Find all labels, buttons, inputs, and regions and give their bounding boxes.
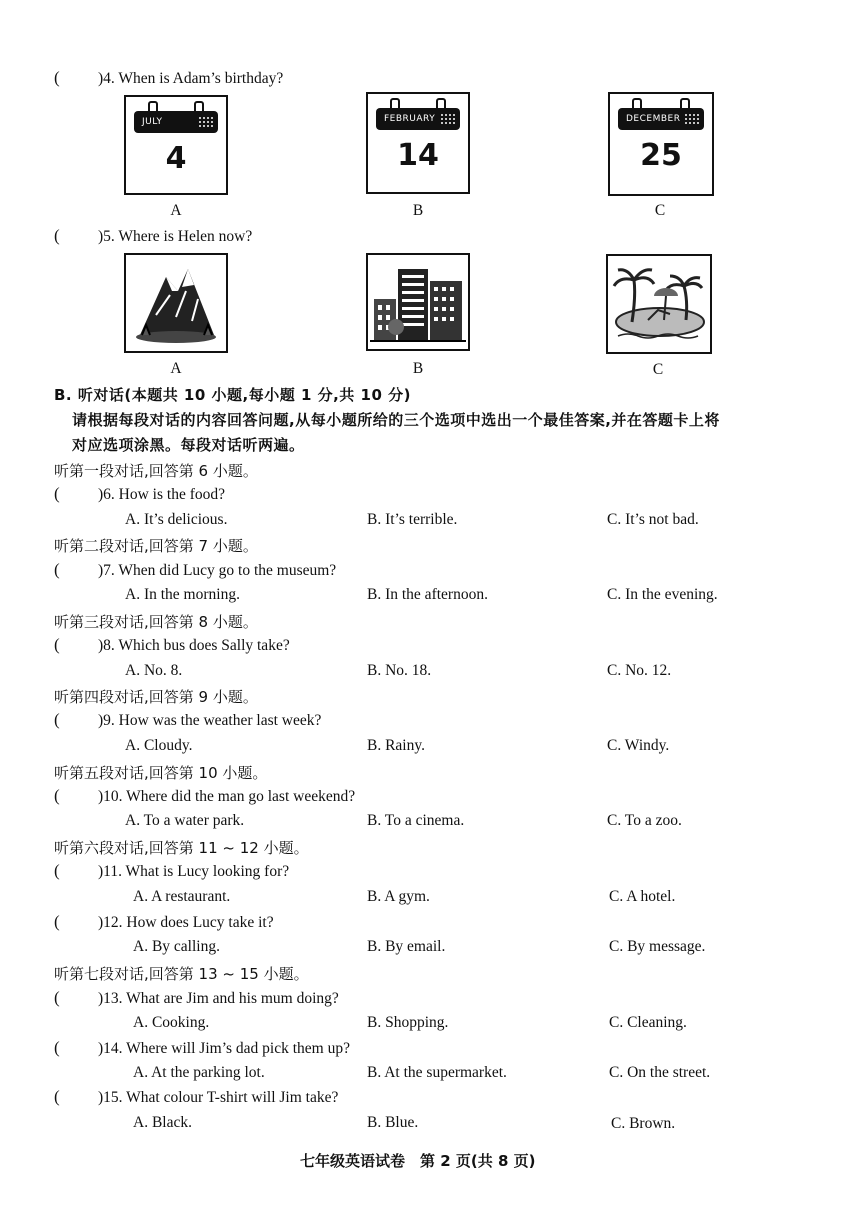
option-a: A. Black. [133,1114,192,1131]
option-c: C. In the evening. [607,586,718,603]
option-c: C. On the street. [609,1064,711,1081]
answer-paren: ( [54,786,60,805]
option-b: B. Shopping. [367,1014,449,1031]
question-text: )13. What are Jim and his mum doing? [98,990,339,1007]
option-c: C. A hotel. [609,888,676,905]
question-text: )6. How is the food? [98,486,225,503]
option-b: B. No. 18. [367,662,432,679]
option-a: A. Cooking. [133,1014,210,1031]
place-option-c [606,254,712,354]
option-c: C. Windy. [607,737,670,754]
option-b: B. By email. [367,938,446,955]
answer-paren: ( [54,226,60,245]
answer-paren: ( [54,484,60,503]
dialogue-header: 听第五段对话,回答第 10 小题。 [54,764,268,782]
option-a: A. It’s delicious. [125,511,228,528]
dialogue-header: 听第四段对话,回答第 9 小题。 [54,688,258,706]
question-text: )15. What colour T-shirt will Jim take? [98,1089,339,1106]
option-b: B. Blue. [367,1114,419,1131]
option-b: B. In the afternoon. [367,586,488,603]
question-4: )4. When is Adam’s birthday? [98,70,284,87]
dialogue-header: 听第三段对话,回答第 8 小题。 [54,613,258,631]
answer-paren: ( [54,635,60,654]
place-option-a [124,253,228,353]
dialogue-header: 听第二段对话,回答第 7 小题。 [54,537,258,555]
calendar-day: 25 [640,138,682,173]
option-b: B. At the supermarket. [367,1064,507,1081]
dialogue-header: 听第六段对话,回答第 11 ~ 12 小题。 [54,839,309,857]
question-text: )8. Which bus does Sally take? [98,637,290,654]
section-b-instruction: 请根据每段对话的内容回答问题,从每小题所给的三个选项中选出一个最佳答案,并在答题卡上将 [72,411,720,429]
calendar-grid-icon [198,116,214,128]
city-buildings-icon [368,255,468,349]
option-letter: A [170,202,182,219]
option-b: B. Rainy. [367,737,425,754]
option-a: A. In the morning. [125,586,240,603]
answer-paren: ( [54,68,60,87]
option-b: B. To a cinema. [367,812,465,829]
question-text: )7. When did Lucy go to the museum? [98,562,337,579]
calendar-month: FEBRUARY [376,108,460,130]
option-letter: B [412,202,424,219]
option-letter: A [170,360,182,377]
option-c: C. Cleaning. [609,1014,687,1031]
option-c: C. By message. [609,938,706,955]
option-a: A. Cloudy. [125,737,193,754]
answer-paren: ( [54,1038,60,1057]
calendar-grid-icon [684,113,700,125]
page-footer: 七年级英语试卷 第 2 页(共 8 页) [300,1152,536,1170]
calendar-grid-icon [440,113,456,125]
calendar-day: 4 [165,141,187,176]
calendar-day: 14 [397,138,439,173]
question-text: )12. How does Lucy take it? [98,914,274,931]
answer-paren: ( [54,1087,60,1106]
answer-paren: ( [54,560,60,579]
option-letter: C [652,361,664,378]
option-c: C. Brown. [611,1115,676,1132]
option-a: A. A restaurant. [133,888,231,905]
answer-paren: ( [54,988,60,1007]
question-text: )11. What is Lucy looking for? [98,863,290,880]
question-5: )5. Where is Helen now? [98,228,253,245]
question-text: )14. Where will Jim’s dad pick them up? [98,1040,350,1057]
place-option-b [366,253,470,351]
option-a: A. No. 8. [125,662,183,679]
calendar-month: DECEMBER [618,108,704,130]
section-b-title: B. 听对话(本题共 10 小题,每小题 1 分,共 10 分) [54,386,411,404]
calendar-option-c [608,92,714,196]
dialogue-header: 听第七段对话,回答第 13 ~ 15 小题。 [54,965,309,983]
answer-paren: ( [54,912,60,931]
calendar-month: JULY [134,111,218,133]
option-c: C. It’s not bad. [607,511,699,528]
answer-paren: ( [54,861,60,880]
answer-paren: ( [54,710,60,729]
calendar-option-b [366,92,470,194]
option-a: A. At the parking lot. [133,1064,265,1081]
option-a: A. To a water park. [125,812,245,829]
option-a: A. By calling. [133,938,220,955]
option-letter: B [412,360,424,377]
dialogue-header: 听第一段对话,回答第 6 小题。 [54,462,258,480]
beach-island-icon [608,256,710,352]
option-c: C. No. 12. [607,662,672,679]
question-text: )9. How was the weather last week? [98,712,322,729]
option-letter: C [654,202,666,219]
option-b: B. A gym. [367,888,430,905]
option-b: B. It’s terrible. [367,511,458,528]
question-text: )10. Where did the man go last weekend? [98,788,356,805]
option-c: C. To a zoo. [607,812,682,829]
section-b-instruction: 对应选项涂黑。每段对话听两遍。 [72,436,305,454]
calendar-option-a [124,95,228,195]
mountain-icon [126,255,226,351]
